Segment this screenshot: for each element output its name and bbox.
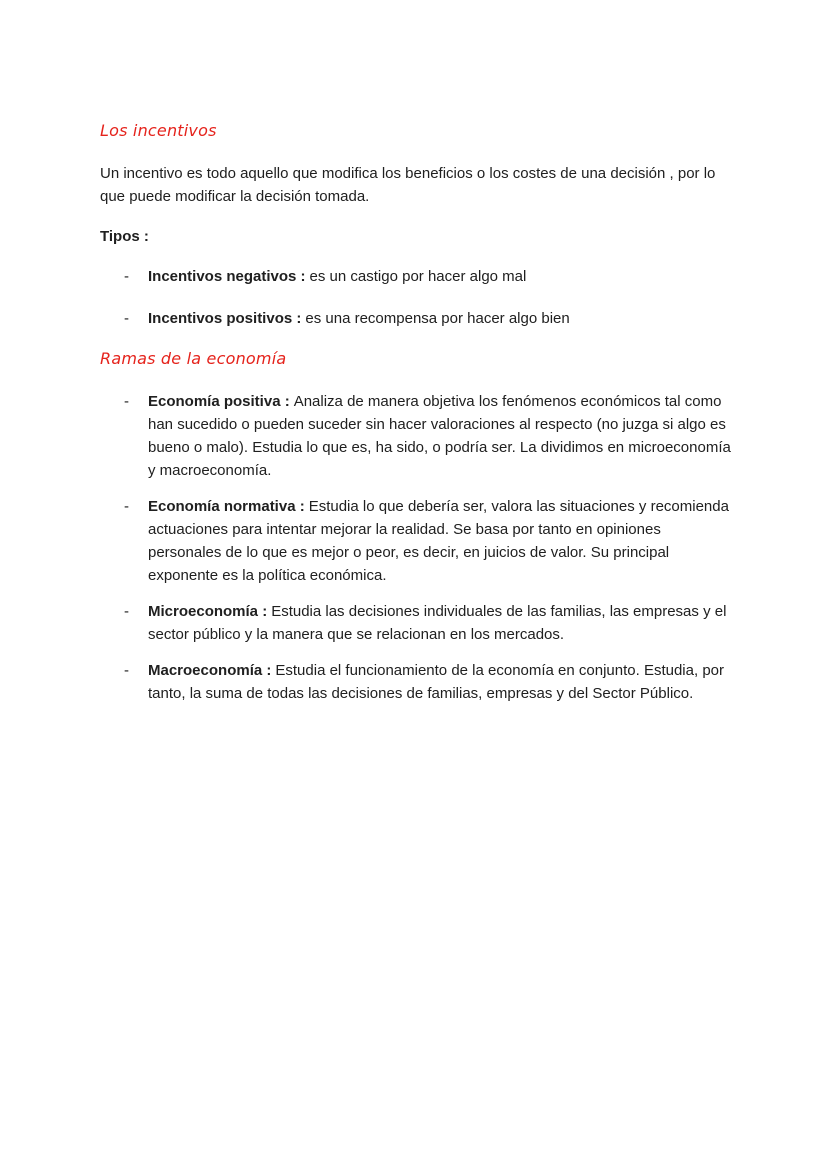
ramas-list [100,390,733,705]
bullet-marker: - [124,498,129,515]
list-item-microeconomia [100,600,733,646]
list-item-text: Analiza de manera objetiva los fenómenos económicos tal como han sucedido o pueden suceder sin hacer valoraciones al respecto (no juzga si algo es bueno o malo). Estudia lo que es, ha sido, o podría ser. La dividimos en microeconomía y macroeconomía. [148,393,731,479]
bullet-marker: - [124,393,129,410]
bullet-marker: - [124,603,129,620]
paragraph-incentivo-definition: Un incentivo es todo aquello que modifica los beneficios o los costes de una decisión , por lo que puede modificar la decisión tomada. [100,165,716,205]
list-item-text: Estudia el funcionamiento de la economía en conjunto. Estudia, por tanto, la suma de todas las decisiones de familias, empresas y del Sector Público. [148,662,724,702]
list-item-economia-positiva [100,390,733,482]
list-item-macroeconomia [100,659,733,705]
list-item-text: Estudia las decisiones individuales de las familias, las empresas y el sector público y la manera que se relacionan en los mercados. [148,603,727,643]
list-item-text: es una recompensa por hacer algo bien [305,310,570,327]
tipos-list [100,265,733,330]
list-item-term: Economía normativa : [148,498,305,515]
list-item-term: Economía positiva : [148,393,290,410]
list-item-term: Incentivos positivos : [148,310,302,327]
tipos-label: Tipos : [100,228,149,245]
bullet-marker: - [124,662,129,679]
list-item-incentivos-positivos [100,307,733,330]
bullet-marker: - [124,268,129,285]
list-item-term: Incentivos negativos : [148,268,306,285]
bullet-marker: - [124,310,129,327]
list-item-term: Macroeconomía : [148,662,272,679]
list-item-economia-normativa [100,495,733,587]
section-heading-incentivos: Los incentivos [100,121,217,140]
list-item-text: Estudia lo que debería ser, valora las situaciones y recomienda actuaciones para intentar mejorar la realidad. Se basa por tanto en opiniones personales de lo que es mejor o peor, es decir, en juicios de valor. Su principal exponente es la política económica. [148,498,729,584]
list-item-term: Microeconomía : [148,603,268,620]
list-item-incentivos-negativos [100,265,733,288]
section-heading-ramas: Ramas de la economía [100,349,287,368]
list-item-text: es un castigo por hacer algo mal [309,268,527,285]
